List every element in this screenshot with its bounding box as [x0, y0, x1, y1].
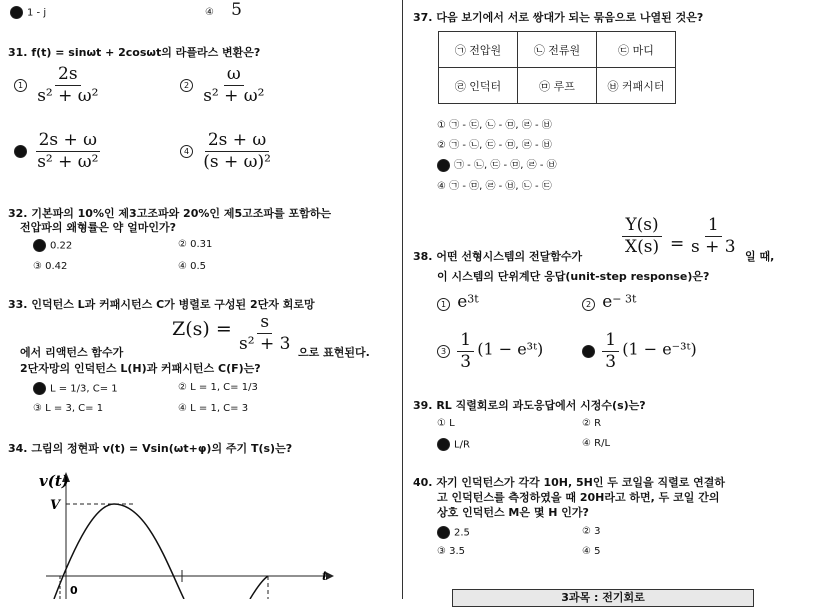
q31-option-1[interactable]: 1 $\frac{2s}{\text{s² + ω²}}$ [14, 64, 101, 107]
q32-option-2[interactable]: ② 0.31 [178, 239, 213, 250]
selected-answer-icon [437, 438, 450, 451]
selected-answer-icon [582, 345, 595, 358]
q37-option-3[interactable]: ㉠ - ㉡, ㉢ - ㉤, ㉣ - ㉥ [437, 156, 557, 172]
q38-option-1[interactable]: 1 $e^{3t}$ [437, 292, 479, 312]
q33-option-1[interactable]: L = 1/3, C= 1 [33, 382, 118, 395]
q40-option-1[interactable]: 2.5 [437, 526, 470, 539]
t-axis-label: t [322, 569, 328, 583]
table-cell: ㉣ 인덕터 [439, 68, 518, 104]
q39-option-3[interactable]: L/R [437, 438, 470, 451]
selected-answer-icon [437, 526, 450, 539]
q30-option-4[interactable]: ④ 5 [205, 0, 242, 20]
selected-answer-icon [437, 159, 450, 172]
q31-option-2[interactable]: 2 $\frac{\omega}{\text{s² + ω²}}$ [180, 64, 267, 107]
q40-title-line1: 40. 자기 인덕턴스가 각각 10H, 5H인 두 코일을 직렬로 연결하 [413, 476, 726, 489]
q33-line3: 2단자망의 인덕턴스 L(H)과 커패시턴스 C(F)는? [20, 362, 261, 375]
q33-option-3[interactable]: ③ L = 3, C= 1 [33, 403, 104, 414]
fraction: $\frac{\omega}{\text{s² + ω²}}$ [203, 64, 265, 106]
q39-title: 39. RL 직렬회로의 과도응답에서 시정수(s)는? [413, 399, 646, 412]
q40-title-line2: 고 인덕턴스를 측정하였을 때 20H라고 하면, 두 코일 간의 [437, 491, 720, 504]
fraction: $\frac{2s + \omega}{\text{s² + ω²}}$ [37, 130, 99, 172]
q30-option-3[interactable]: 1 - j [10, 6, 46, 19]
q33-option-4[interactable]: ④ L = 1, C= 3 [178, 403, 249, 414]
table-cell: ㉠ 전압원 [439, 32, 518, 68]
q32-option-3[interactable]: ③ 0.42 [33, 261, 68, 272]
q32-title-line2: 전압파의 왜형률은 약 얼마인가? [20, 221, 177, 234]
q39-option-2[interactable]: ② R [582, 418, 602, 429]
v-axis-label: v(t) [39, 472, 69, 490]
q33-z-fraction: $\frac{s}{\text{s² + 3}}$ [239, 312, 291, 354]
q32-option-4[interactable]: ④ 0.5 [178, 261, 207, 272]
q40-option-2[interactable]: ② 3 [582, 526, 601, 537]
q33-line2b: 으로 표현된다. [298, 346, 370, 359]
fraction: $\frac{2s + \omega}{\text{(s + ω)²}}$ [203, 130, 271, 172]
q39-option-1[interactable]: ① L [437, 418, 455, 429]
table-cell: ㉥ 커패시터 [597, 68, 676, 104]
selected-answer-icon [33, 382, 46, 395]
q39-option-4[interactable]: ④ R/L [582, 438, 611, 449]
q31-option-4[interactable]: 4 $\frac{2s + \omega}{\text{(s + ω)²}}$ [180, 130, 274, 173]
q38-option-2[interactable]: 2 $e^{- 3t}$ [582, 292, 636, 312]
fraction: $\frac{2s}{\text{s² + ω²}}$ [37, 64, 99, 106]
q40-option-4[interactable]: ④ 5 [582, 546, 601, 557]
q33-line2a: 에서 리액턴스 함수가 [20, 346, 124, 359]
q37-option-1[interactable]: ① ㉠ - ㉢, ㉡ - ㉤, ㉣ - ㉥ [437, 120, 552, 131]
q38-equals: = [670, 234, 685, 254]
q38-rhs-fraction: $\frac{1}{s + 3}$ [691, 215, 736, 257]
peak-label: V [50, 498, 61, 513]
q37-choice-table [438, 31, 676, 104]
q33-title-line1: 33. 인덕턴스 L과 커패시턴스 C가 병렬로 구성된 2단자 회로망 [8, 298, 315, 311]
column-divider [402, 0, 403, 599]
selected-answer-icon [14, 145, 27, 158]
q33-option-2[interactable]: ② L = 1, C= 1/3 [178, 382, 258, 393]
q38-line2: 이 시스템의 단위계단 응답(unit-step response)은? [437, 270, 710, 283]
fraction: $\frac{1}{3}$ [602, 330, 619, 373]
zero-label: 0 [70, 584, 78, 597]
table-cell: ㉢ 마디 [597, 32, 676, 68]
q34-title: 34. 그림의 정현파 v(t) = Vsin(ωt+φ)의 주기 T(s)는? [8, 442, 293, 455]
selected-answer-icon [33, 239, 46, 252]
fraction: $\frac{1}{3}$ [457, 330, 474, 373]
q32-title-line1: 32. 기본파의 10%인 제3고조파와 20%인 제5고조파를 포함하는 [8, 207, 331, 220]
q40-title-line3: 상호 인덕턴스 M은 몇 H 인가? [437, 506, 589, 519]
table-cell: ㉤ 루프 [518, 68, 597, 104]
selected-answer-icon [10, 6, 23, 19]
table-cell: ㉡ 전류원 [518, 32, 597, 68]
q38-lead: 38. 어떤 선형시스템의 전달함수가 [413, 250, 583, 263]
q33-z-lhs: Z(s) = [172, 318, 232, 340]
q37-option-4[interactable]: ④ ㉠ - ㉤, ㉣ - ㉥, ㉡ - ㉢ [437, 181, 552, 192]
q37-title: 37. 다음 보기에서 서로 쌍대가 되는 묶음으로 나열된 것은? [413, 11, 704, 24]
q38-option-3[interactable]: 3 $\frac{1}{3}$ (1 − e³ᵗ) [437, 330, 543, 373]
q37-option-2[interactable]: ② ㉠ - ㉡, ㉢ - ㉤, ㉣ - ㉥ [437, 140, 552, 151]
q31-option-3[interactable] [14, 130, 101, 173]
q31-title: 31. f(t) = sinωt + 2cosωt의 라플라스 변환은? [8, 46, 261, 59]
q38-tail: 일 때, [745, 250, 775, 263]
q38-tf-fraction: $\frac{Y(s)}{X(s)}$ [622, 215, 662, 258]
sine-wave-graph [36, 466, 336, 599]
q40-option-3[interactable]: ③ 3.5 [437, 546, 466, 557]
q38-option-4[interactable]: $\frac{1}{3}$ (1 − e⁻³ᵗ) [582, 330, 697, 373]
sine-curve-tail [250, 576, 268, 599]
q32-option-1[interactable]: 0.22 [33, 239, 72, 252]
section-banner: 3과목 : 전기회로 [452, 589, 754, 607]
